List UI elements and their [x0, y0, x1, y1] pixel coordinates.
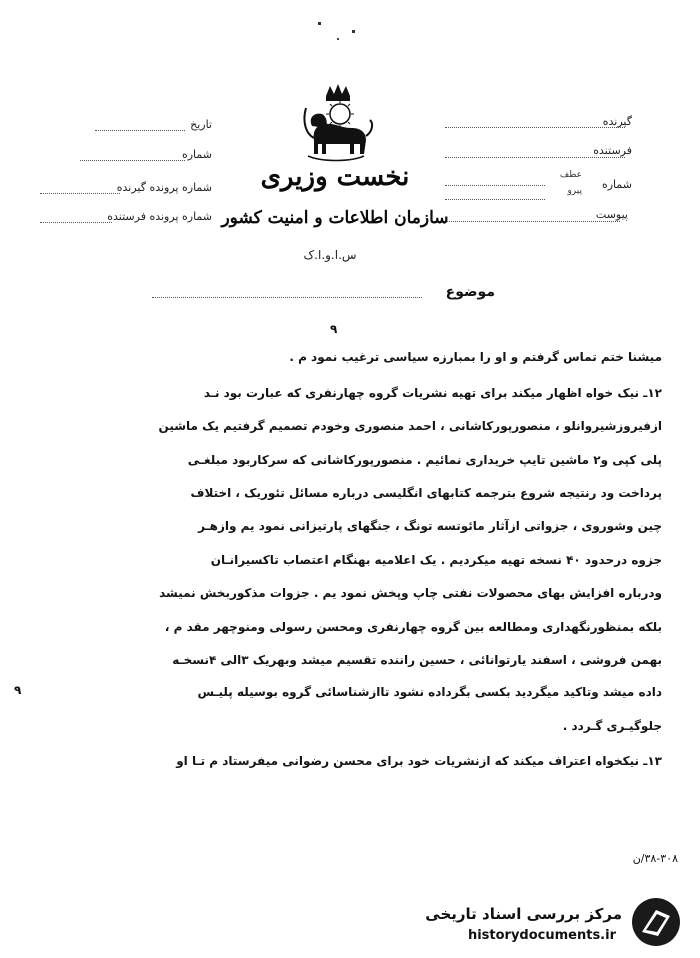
- receiver-label: گیرنده: [602, 115, 632, 128]
- number-sub-reference: عطف: [559, 170, 582, 180]
- attachment-label: پیوست: [595, 208, 628, 221]
- receiver-file-number-label: شماره پرونده گیرنده: [116, 181, 212, 194]
- body-line: داده میشد وتاکید میگردید بکسی بگرداده نشود تاازشناسائی گروه بوسیله پلیـس: [197, 685, 662, 699]
- body-line: بلکه بمنظورنگهداری ومطالعه بین گروه چهارنفری ومحسن رسولی ومنوچهر مقد م ،: [164, 620, 662, 634]
- speck: [318, 22, 321, 25]
- archive-website: historydocuments.ir: [467, 928, 616, 943]
- page-number: ۹: [330, 322, 338, 336]
- document-reference-code: ۳۸-۳۰۸/ن: [632, 852, 678, 865]
- number-label-left: شماره: [181, 148, 212, 161]
- archive-name: مرکز بررسی اسناد تاریخی: [425, 905, 622, 923]
- organization-subtitle: سازمان اطلاعات و امنیت کشور: [221, 208, 449, 228]
- number-label-right: شماره: [601, 178, 632, 191]
- body-line: چین وشوروی ، جزواتی ازآثار مائوتسه تونگ ، جنگهای پارتیزانی نمود یم وازهـر: [198, 519, 662, 533]
- body-line: جزوه درحدود ۴۰ نسخه تهیه میکردیم . یک اعلامیه بهنگام اعتصاب تاکسیرانـان: [210, 553, 662, 567]
- body-line: پلی کپی و۲ ماشین تایپ خریداری نمائیم . منصورپورکاشانی که سرکاربود مبلغـی: [187, 453, 662, 467]
- body-line: پرداخت ود رنتیجه شروع بترجمه کتابهای انگلیسی درباره مسائل تئوریک ، اختلاف: [190, 486, 662, 500]
- body-line: ودرباره افزایش بهای محصولات نفتی چاپ وپخش نمود یم . جزوات مذکوربخش نمیشد: [159, 586, 662, 600]
- lion-and-sun-emblem-icon: [296, 82, 376, 164]
- body-line: ۱۲ـ نیک خواه اظهار میکند برای تهیه نشریات گروه چهارنفری که عبارت بود نـد: [203, 386, 662, 400]
- ministry-title: نخست وزیری: [260, 162, 410, 192]
- number-sub-following: پیرو: [567, 186, 582, 196]
- date-label: تاریخ: [190, 118, 212, 131]
- sender-file-number-label: شماره پرونده فرستنده: [107, 210, 212, 223]
- body-line: ۱۳ـ نیکخواه اعتراف میکند که ازنشریات خود برای محسن رضوانی میفرستاد م تـا او: [176, 754, 662, 768]
- body-line: بهمن فروشی ، اسفند یارتوانائی ، حسین راننده تقسیم میشد وبهریک ۳الی ۴نسخـه: [172, 653, 662, 667]
- archive-logo-icon: [630, 896, 682, 948]
- speck: [337, 38, 339, 40]
- body-line: ازفیروزشیروانلو ، منصورپورکاشانی ، احمد منصوری وخودم تصمیم گرفتیم یک ماشین: [158, 419, 662, 433]
- body-line: جلوگیـری گـردد .: [562, 719, 662, 733]
- sender-label: فرستنده: [593, 144, 632, 157]
- body-line: میشنا ختم تماس گرفتم و او را بمبارزه سیاسی ترغیب نمود م .: [289, 350, 662, 364]
- subject-label: موضوع: [445, 284, 495, 300]
- speck: [352, 30, 355, 33]
- organization-code: س.ا.و.ا.ک: [303, 248, 357, 262]
- margin-mark: ٩: [14, 683, 22, 697]
